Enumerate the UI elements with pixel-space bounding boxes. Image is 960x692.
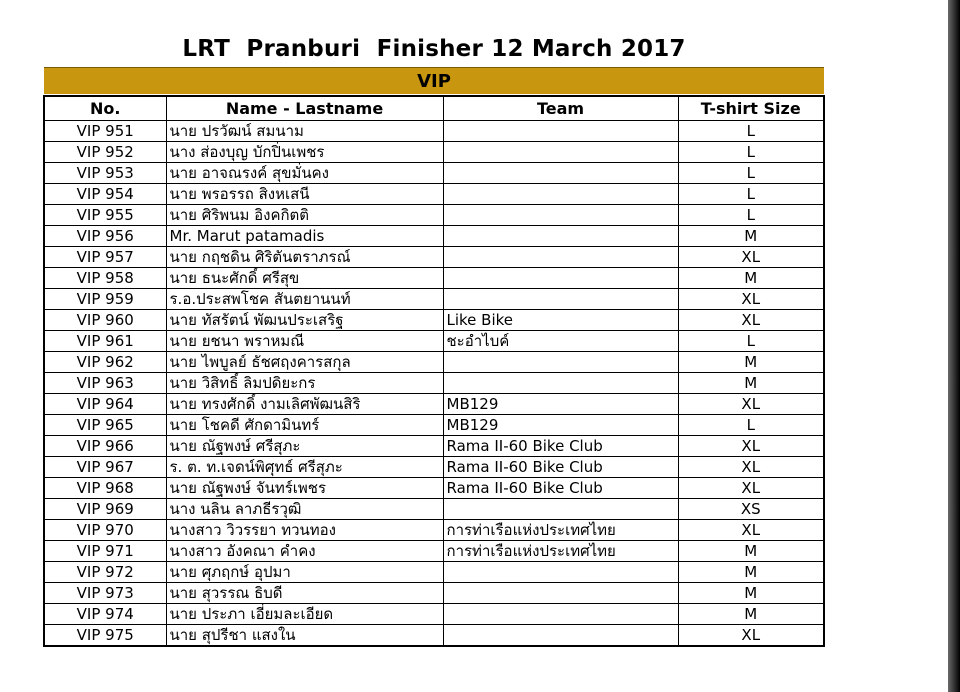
cell-size: XL (678, 625, 824, 647)
cell-no: VIP 962 (44, 352, 166, 373)
cell-name: ร. ต. ท.เจดน์พิศุทธ์ ศรีสุภะ (166, 457, 443, 478)
cell-team (443, 562, 678, 583)
cell-name: นาย ธนะศักดิ์ ศรีสุข (166, 268, 443, 289)
cell-team: การท่าเรือแห่งประเทศไทย (443, 541, 678, 562)
table-row (44, 436, 824, 457)
table-row (44, 226, 824, 247)
cell-no: VIP 952 (44, 142, 166, 163)
cell-no: VIP 957 (44, 247, 166, 268)
cell-team (443, 289, 678, 310)
cell-no: VIP 951 (44, 121, 166, 142)
cell-no: VIP 967 (44, 457, 166, 478)
table-row (44, 373, 824, 394)
table-row (44, 247, 824, 268)
cell-no: VIP 969 (44, 499, 166, 520)
cell-name: นาย ณัฐพงษ์ ศรีสุภะ (166, 436, 443, 457)
cell-size: L (678, 205, 824, 226)
cell-team (443, 583, 678, 604)
cell-team: MB129 (443, 415, 678, 436)
cell-no: VIP 975 (44, 625, 166, 647)
cell-size: L (678, 142, 824, 163)
table-row (44, 562, 824, 583)
table-row (44, 415, 824, 436)
cell-name: นาย ไพบูลย์ ธัชศฤงคารสกุล (166, 352, 443, 373)
cell-no: VIP 964 (44, 394, 166, 415)
cell-size: M (678, 373, 824, 394)
cell-size: XL (678, 289, 824, 310)
cell-no: VIP 956 (44, 226, 166, 247)
cell-no: VIP 966 (44, 436, 166, 457)
cell-no: VIP 963 (44, 373, 166, 394)
table-row (44, 499, 824, 520)
cell-size: M (678, 352, 824, 373)
cell-name: นางสาว อังคณา คำคง (166, 541, 443, 562)
cell-team: Like Bike (443, 310, 678, 331)
cell-name: นาย ศิริพนม อิงคกิตติ (166, 205, 443, 226)
cell-no: VIP 960 (44, 310, 166, 331)
page-title: LRT Pranburi Finisher 12 March 2017 (182, 36, 686, 62)
cell-team: Rama II-60 Bike Club (443, 457, 678, 478)
cell-team: Rama II-60 Bike Club (443, 436, 678, 457)
table-row (44, 604, 824, 625)
cell-team (443, 142, 678, 163)
table-row (44, 184, 824, 205)
cell-size: M (678, 562, 824, 583)
cell-size: M (678, 226, 824, 247)
table-row (44, 541, 824, 562)
cell-team (443, 205, 678, 226)
table-row (44, 520, 824, 541)
cell-name: นาย พรอรรถ สิงหเสนี (166, 184, 443, 205)
table-row (44, 310, 824, 331)
cell-team: Rama II-60 Bike Club (443, 478, 678, 499)
cell-no: VIP 954 (44, 184, 166, 205)
cell-name: นาย กฤชดิน ศิริตันตราภรณ์ (166, 247, 443, 268)
cell-no: VIP 971 (44, 541, 166, 562)
cell-team (443, 163, 678, 184)
cell-no: VIP 953 (44, 163, 166, 184)
table-row (44, 331, 824, 352)
cell-team (443, 226, 678, 247)
cell-no: VIP 959 (44, 289, 166, 310)
cell-size: M (678, 541, 824, 562)
cell-name: นาย ทรงศักดิ์ งามเลิศพัฒนสิริ (166, 394, 443, 415)
table-row (44, 163, 824, 184)
cell-team (443, 247, 678, 268)
cell-name: นาย อาจณรงค์ สุขมั่นคง (166, 163, 443, 184)
cell-team (443, 499, 678, 520)
table-header-row (44, 96, 824, 121)
cell-name: นาย สุวรรณ ธิบดี (166, 583, 443, 604)
cell-size: XL (678, 457, 824, 478)
finisher-table (43, 95, 825, 647)
window-edge-shadow (948, 0, 960, 692)
cell-team: MB129 (443, 394, 678, 415)
cell-name: นาย สุปรีชา แสงใน (166, 625, 443, 647)
column-header-team: Team (443, 96, 678, 121)
cell-name: นาย โชคดี ศักดามินทร์ (166, 415, 443, 436)
cell-name: นาย ทัสรัตน์ พัฒนประเสริฐ (166, 310, 443, 331)
cell-team: การท่าเรือแห่งประเทศไทย (443, 520, 678, 541)
section-header-vip: VIP (44, 67, 824, 94)
cell-no: VIP 965 (44, 415, 166, 436)
table-row (44, 583, 824, 604)
table-row (44, 394, 824, 415)
table-row (44, 268, 824, 289)
cell-size: M (678, 268, 824, 289)
table-row (44, 289, 824, 310)
cell-team (443, 373, 678, 394)
cell-no: VIP 958 (44, 268, 166, 289)
cell-team (443, 352, 678, 373)
cell-team (443, 604, 678, 625)
table-row (44, 352, 824, 373)
cell-name: นาย ศุภฤกษ์ อุปมา (166, 562, 443, 583)
cell-size: XL (678, 436, 824, 457)
cell-name: นาง ส่องบุญ บักปิ่นเพชร (166, 142, 443, 163)
cell-size: M (678, 583, 824, 604)
cell-no: VIP 961 (44, 331, 166, 352)
cell-size: XL (678, 478, 824, 499)
table-row (44, 142, 824, 163)
cell-name: นาย ประภา เอี่ยมละเอียด (166, 604, 443, 625)
cell-name: นางสาว วิวรรยา ทวนทอง (166, 520, 443, 541)
cell-size: L (678, 163, 824, 184)
column-header-no: No. (44, 96, 166, 121)
table-row (44, 478, 824, 499)
cell-name: Mr. Marut patamadis (166, 226, 443, 247)
table-row (44, 121, 824, 142)
cell-size: L (678, 331, 824, 352)
column-header-name: Name - Lastname (166, 96, 443, 121)
column-header-size: T-shirt Size (678, 96, 824, 121)
cell-size: L (678, 415, 824, 436)
cell-name: นาย วิสิทธิ์ ลิมปดิยะกร (166, 373, 443, 394)
cell-name: นาย ปรวัฒน์ สมนาม (166, 121, 443, 142)
table-row (44, 205, 824, 226)
table-row (44, 625, 824, 647)
cell-team (443, 184, 678, 205)
cell-size: XL (678, 310, 824, 331)
cell-size: L (678, 184, 824, 205)
cell-size: M (678, 604, 824, 625)
cell-size: L (678, 121, 824, 142)
cell-size: XL (678, 520, 824, 541)
cell-name: นาย ยชนา พราหมณี (166, 331, 443, 352)
cell-name: นาย ณัฐพงษ์ จันทร์เพชร (166, 478, 443, 499)
cell-name: ร.อ.ประสพโชค สันตยานนท์ (166, 289, 443, 310)
table-row (44, 457, 824, 478)
cell-team: ชะอำไบค์ (443, 331, 678, 352)
cell-no: VIP 955 (44, 205, 166, 226)
cell-no: VIP 968 (44, 478, 166, 499)
cell-no: VIP 974 (44, 604, 166, 625)
cell-size: XS (678, 499, 824, 520)
cell-no: VIP 973 (44, 583, 166, 604)
cell-no: VIP 970 (44, 520, 166, 541)
cell-no: VIP 972 (44, 562, 166, 583)
cell-team (443, 268, 678, 289)
cell-name: นาง นลิน ลาภธีรวุฒิ (166, 499, 443, 520)
cell-team (443, 121, 678, 142)
cell-team (443, 625, 678, 647)
cell-size: XL (678, 394, 824, 415)
cell-size: XL (678, 247, 824, 268)
